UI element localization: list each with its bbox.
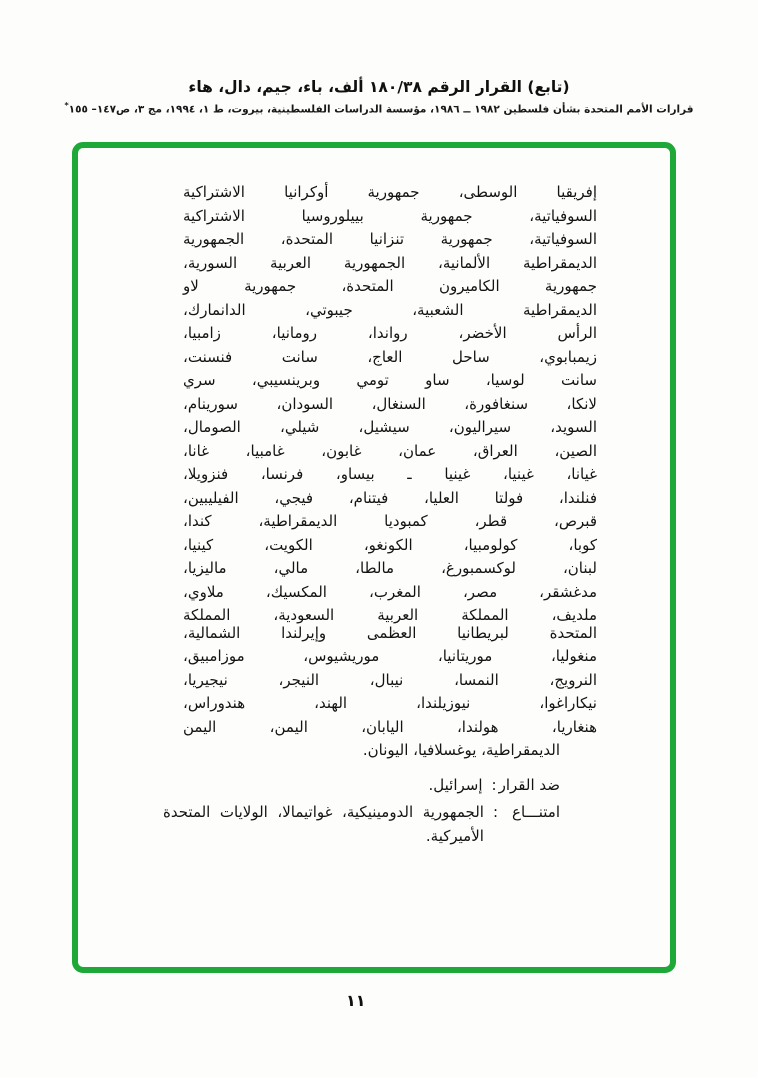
voting-list-line: الديمقراطية الشعبية، جيبوتي، الدانمارك،: [183, 300, 597, 319]
voting-list-line: الديمقراطية الألمانية، الجمهورية العربية السورية،: [183, 253, 597, 272]
footnote-marker: *: [64, 101, 69, 110]
against-colon: :: [491, 775, 497, 794]
voting-list-line: قبرص، قطر، كمبوديا الديمقراطية، كندا،: [183, 512, 597, 530]
resolution-box-content: [163, 181, 597, 848]
voting-list-line: جمهورية الكاميرون المتحدة، جمهورية لاو: [183, 277, 597, 295]
voting-list-line: إفريقيا الوسطى، جمهورية أوكرانيا الاشتراكية: [183, 183, 597, 201]
page-title: (تابع) القرار الرقم ١٨٠/٣٨ ألف، باء، جيم، دال، هاء: [188, 78, 570, 96]
voting-list-line: فنلندا، فولتا العليا، فيتنام، فيجي، الفيليبين،: [183, 488, 597, 507]
voting-in-favor-list: [183, 181, 597, 763]
voting-list-line: غيانا، غينيا، غينيا ـ بيساو، فرنسا، فنزويلا،: [183, 465, 597, 483]
resolution-green-frame: [72, 142, 676, 973]
abstain-row: [163, 801, 560, 848]
voting-list-line: النرويج، النمسا، نيبال، النيجر، نيجيريا،: [183, 670, 597, 689]
abstain-value: [163, 801, 484, 848]
against-value: [163, 774, 483, 798]
voting-list-line: السويد، سيراليون، سيشيل، شيلي، الصومال،: [183, 418, 597, 436]
voting-list-line: ملديف، المملكة العربية السعودية، المملكة: [183, 606, 597, 624]
abstain-value-line: الجمهورية الدومينيكية، غواتيمالا، الولايات المتحدة: [163, 803, 484, 821]
voting-list-line: لبنان، لوكسمبورغ، مالطا، مالي، ماليزيا،: [183, 559, 597, 577]
abstain-value-line: الأميركية.: [425, 826, 484, 845]
source-citation-text: قرارات الأمم المتحدة بشأن فلسطين ١٩٨٢ ــ ١٩٨٦، مؤسسة الدراسات الفلسطينية، بيروت، ط ١، ١٩٩٤، مج ٣، ص١٤٧– ١٥٥: [68, 103, 694, 116]
voting-list-line: السوفياتية، جمهورية تنزانيا المتحدة، الجمهورية: [183, 230, 597, 248]
voting-list-line: هنغاريا، هولندا، اليابان، اليمن، اليمن: [183, 717, 597, 736]
voting-list-line: السوفياتية، جمهورية بييلوروسيا الاشتراكية: [183, 206, 597, 225]
abstain-colon: :: [492, 803, 498, 821]
voting-list-line: نيكاراغوا، نيوزيلندا، الهند، هندوراس،: [183, 694, 597, 712]
vote-results-section: [163, 774, 560, 849]
against-value-line: إسرائيل.: [428, 775, 483, 794]
voting-list-line: سانت لوسيا، ساو تومي وبرينسيبي، سري: [183, 371, 597, 389]
voting-list-line: كوبا، كولومبيا، الكونغو، الكويت، كينيا،: [183, 535, 597, 554]
voting-list-line: الصين، العراق، عمان، غابون، غامبيا، غانا،: [183, 441, 597, 460]
voting-list-line: الديمقراطية، يوغسلافيا، اليونان.: [362, 741, 560, 759]
source-citation: [0, 101, 758, 116]
voting-list-line: لانكا، سنغافورة، السنغال، السودان، سورينام،: [183, 394, 597, 413]
against-label: ضد القرار: [498, 775, 560, 794]
page-number: ١١: [346, 991, 366, 1010]
voting-list-line: الرأس الأخضر، رواندا، رومانيا، زامبيا،: [183, 324, 597, 342]
voting-list-line: زيمبابوي، ساحل العاج، سانت فنسنت،: [183, 347, 597, 366]
page-header: [0, 78, 758, 116]
voting-list-line: منغوليا، موريتانيا، موريشيوس، موزامبيق،: [183, 647, 597, 665]
abstain-label: امتنـــاع: [512, 803, 560, 821]
against-row: [163, 774, 560, 798]
voting-list-line: مدغشقر، مصر، المغرب، المكسيك، ملاوي،: [183, 582, 597, 601]
voting-list-line: المتحدة لبريطانيا العظمى وإيرلندا الشمالية،: [183, 623, 597, 642]
